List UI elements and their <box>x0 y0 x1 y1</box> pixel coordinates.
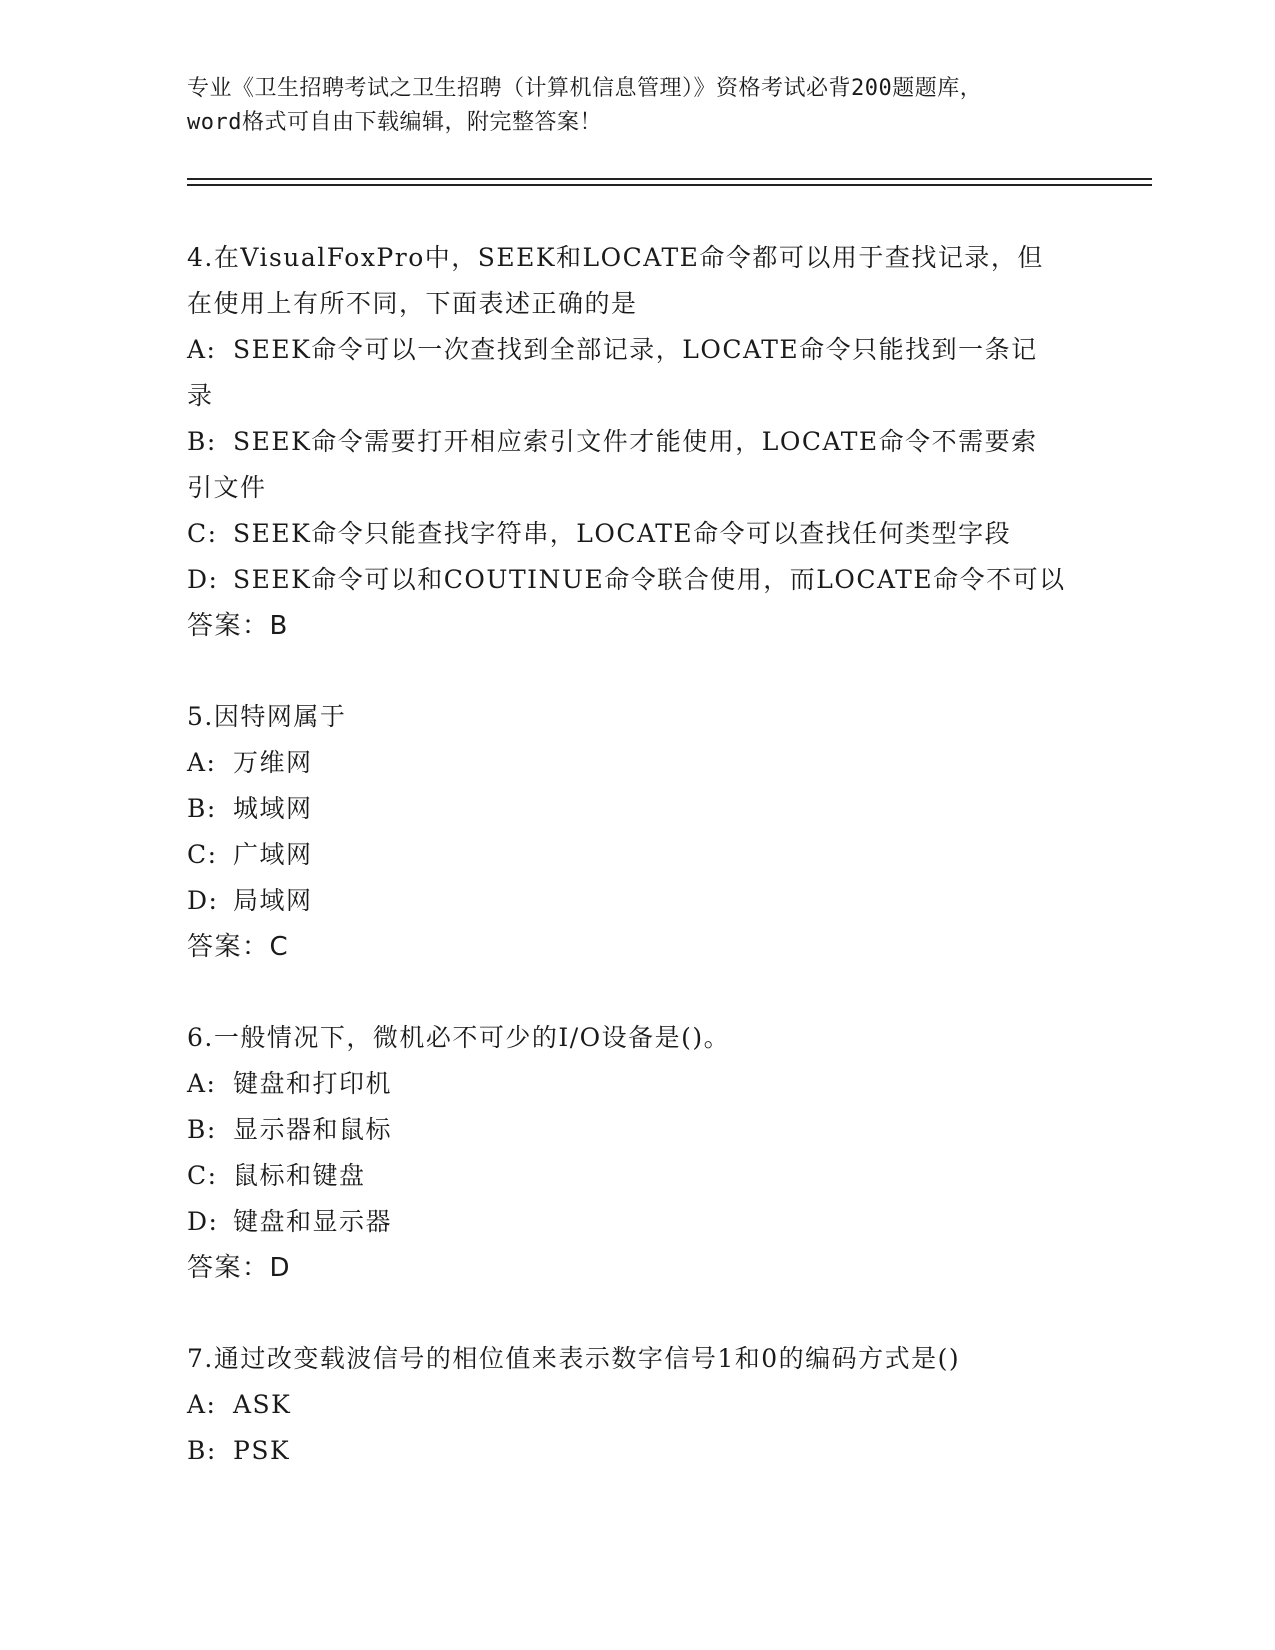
answer-option <box>187 1061 1067 1107</box>
header-line-2: word格式可自由下载编辑，附完整答案！ <box>187 110 602 135</box>
question-list <box>187 235 1067 1519</box>
option-text: 广域网 <box>233 840 313 869</box>
answer-option <box>187 1107 1067 1153</box>
option-text: 显示器和鼠标 <box>233 1115 393 1144</box>
option-key: C: <box>187 840 218 869</box>
answer-option <box>187 740 1067 786</box>
option-text: 城域网 <box>233 794 313 823</box>
option-text: 录 <box>187 381 214 410</box>
answer-option <box>187 1382 1067 1428</box>
answer-option <box>187 511 1067 557</box>
option-key: B: <box>187 1436 217 1465</box>
option-key: C: <box>187 519 218 548</box>
option-key: A: <box>187 335 217 364</box>
option-key: A: <box>187 748 217 777</box>
option-key: D: <box>187 565 219 594</box>
answer-option <box>187 1199 1067 1245</box>
question-stem: 6.一般情况下，微机必不可少的I/O设备是()。 <box>187 1023 731 1052</box>
question-stem: 7.通过改变载波信号的相位值来表示数字信号1和0的编码方式是() <box>187 1344 961 1373</box>
option-key: B: <box>187 794 217 823</box>
question-stem: 5.因特网属于 <box>187 702 347 731</box>
answer-option <box>187 786 1067 832</box>
option-text: 万维网 <box>233 748 313 777</box>
option-key: C: <box>187 1161 218 1190</box>
question-item <box>187 235 1067 649</box>
question-item <box>187 1336 1067 1474</box>
answer-option <box>187 419 1067 465</box>
answer-label: 答案：C <box>187 932 290 962</box>
question-stem: 4.在VisualFoxPro中，SEEK和LOCATE命令都可以用于查找记录，但 <box>187 243 1044 272</box>
option-text: SEEK命令只能查找字符串，LOCATE命令可以查找任何类型字段 <box>233 519 1012 548</box>
question-stem: 在使用上有所不同，下面表述正确的是 <box>187 289 638 318</box>
answer-label: 答案：B <box>187 611 289 641</box>
option-text: 鼠标和键盘 <box>233 1161 366 1190</box>
header-divider-top <box>187 178 1152 180</box>
option-text: 键盘和打印机 <box>233 1069 393 1098</box>
option-key: D: <box>187 886 219 915</box>
answer-option <box>187 465 1067 511</box>
answer-option <box>187 1428 1067 1474</box>
option-key: A: <box>187 1390 217 1419</box>
option-text: 引文件 <box>187 473 267 502</box>
option-key: D: <box>187 1207 219 1236</box>
answer-option <box>187 327 1067 373</box>
option-text: 局域网 <box>233 886 313 915</box>
option-text: ASK <box>233 1390 292 1419</box>
option-key: B: <box>187 1115 217 1144</box>
option-text: SEEK命令需要打开相应索引文件才能使用，LOCATE命令不需要索 <box>233 427 1038 456</box>
option-text: PSK <box>233 1436 291 1465</box>
option-key: B: <box>187 427 217 456</box>
option-key: A: <box>187 1069 217 1098</box>
header-divider-bottom <box>187 184 1152 186</box>
question-item <box>187 694 1067 970</box>
question-item <box>187 1015 1067 1291</box>
answer-option <box>187 557 1067 603</box>
header-line-1: 专业《卫生招聘考试之卫生招聘（计算机信息管理）》资格考试必背200题题库， <box>187 76 983 101</box>
option-text: SEEK命令可以一次查找到全部记录，LOCATE命令只能找到一条记 <box>233 335 1038 364</box>
option-text: 键盘和显示器 <box>233 1207 393 1236</box>
answer-option <box>187 878 1067 924</box>
answer-option <box>187 1153 1067 1199</box>
document-header <box>187 72 1087 140</box>
answer-option <box>187 832 1067 878</box>
option-text: SEEK命令可以和COUTINUE命令联合使用，而LOCATE命令不可以 <box>233 565 1066 594</box>
answer-label: 答案：D <box>187 1253 292 1283</box>
answer-option <box>187 373 1067 419</box>
